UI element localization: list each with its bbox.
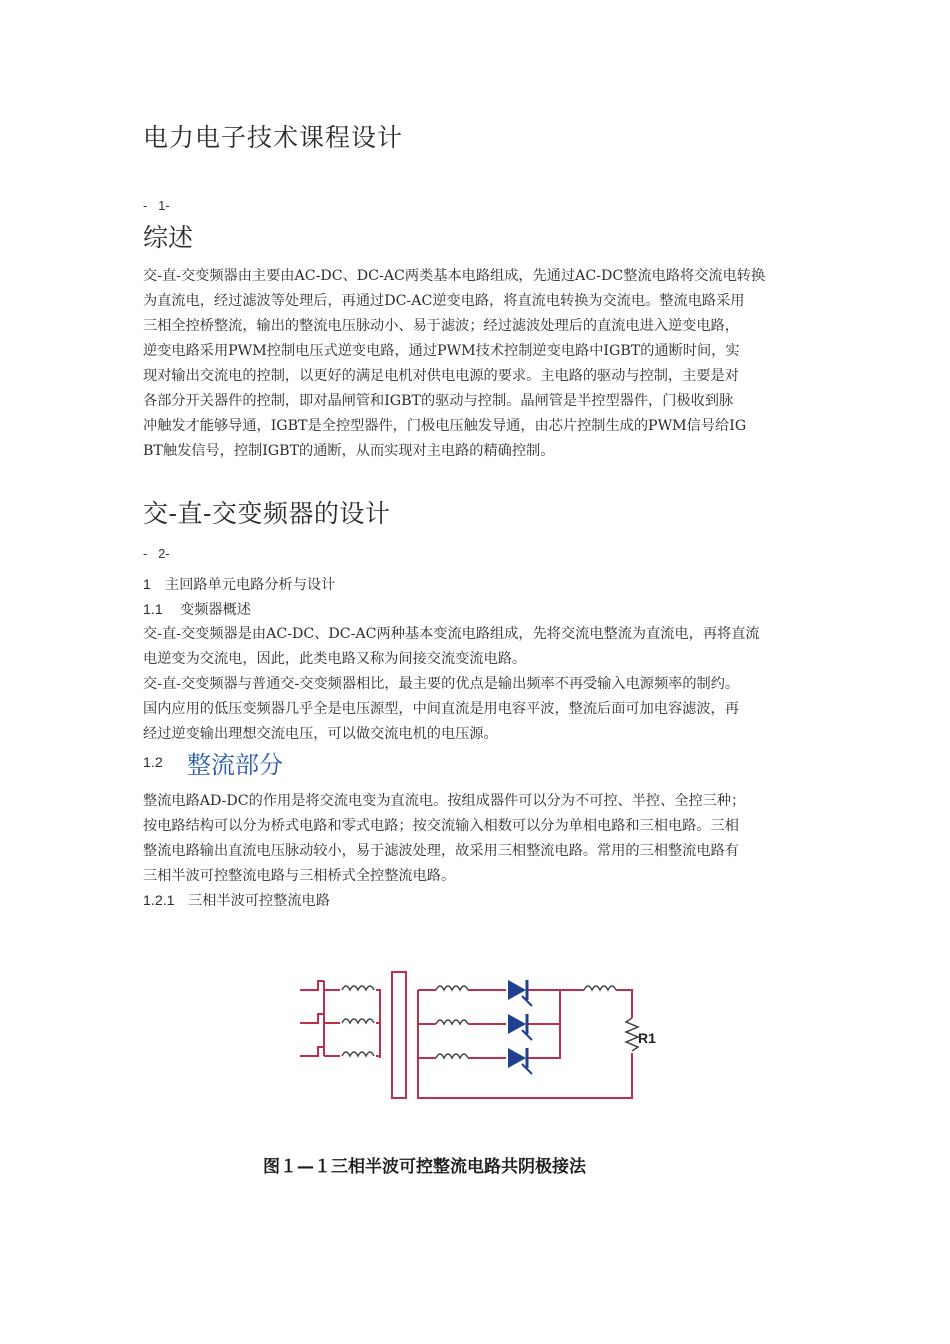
summary-line: 冲触发才能够导通，IGBT是全控型器件，门极电压触发导通，由芯片控制生成的PWM信号给IG: [143, 418, 747, 434]
summary-paragraph: [143, 264, 819, 464]
summary-line: 为直流电，经过滤波等处理后，再通过DC-AC逆变电路，将直流电转换为交流电。整流电路采用: [143, 293, 745, 309]
rectifier-line: 按电路结构可以分为桥式电路和零式电路；按交流输入相数可以分为单相电路和三相电路。三相: [143, 818, 739, 834]
section-1-2-1-heading: [143, 890, 330, 910]
resistor-label: R1: [638, 1030, 656, 1046]
circuit-wires: [418, 990, 632, 1098]
figure-caption: 图１—１三相半波可控整流电路共阴极接法: [263, 1157, 586, 1177]
three-phase-half-wave-rectifier-diagram: [296, 968, 666, 1104]
rectifier-paragraph: [143, 789, 819, 889]
section-1-2-number: [143, 755, 163, 771]
rectifier-line: 三相半波可控整流电路与三相桥式全控整流电路。: [143, 868, 456, 884]
page-number-1: - 1-: [143, 198, 170, 213]
thyristor-2: [508, 1014, 532, 1040]
summary-line: 各部分开关器件的控制，即对晶闸管和IGBT的驱动与控制。晶闸管是半控型器件，门极收到脉: [143, 393, 734, 409]
summary-line: BT触发信号，控制IGBT的通断，从而实现对主电路的精确控制。: [143, 443, 555, 459]
rectifier-line: 整流电路AD-DC的作用是将交流电变为直流电。按组成器件可以分为不可控、半控、全控三种；: [143, 793, 746, 809]
summary-line: 现对输出交流电的控制，以更好的满足电机对供电电源的要求。主电路的驱动与控制，主要是对: [143, 368, 739, 384]
source-wires: [300, 972, 406, 1098]
section-number: 1.2.1: [143, 893, 175, 909]
summary-line: 交-直-交变频器由主要由AC-DC、DC-AC两类基本电路组成，先通过AC-DC整流电路将交流电转换: [143, 268, 766, 284]
section-title: 三相半波可控整流电路: [188, 893, 330, 909]
rectifier-heading: 整流部分: [187, 751, 283, 779]
section-title: 主回路单元电路分析与设计: [165, 577, 336, 593]
resistor-r1: [626, 1018, 638, 1051]
section-1-1-heading: [143, 599, 251, 619]
overview-line: 交-直-交变频器与普通交-交变频器相比，最主要的优点是输出频率不再受输入电源频率的制约。: [143, 676, 740, 692]
rectifier-line: 整流电路输出直流电压脉动较小，易于滤波处理，故采用三相整流电路。常用的三相整流电路有: [143, 843, 739, 859]
transformer-coils: [342, 986, 374, 1056]
overview-line: 国内应用的低压变频器几乎全是电压源型，中间直流是用电容平波，整流后面可加电容滤波，再: [143, 701, 739, 717]
document-title: 电力电子技术课程设计: [143, 123, 404, 152]
summary-heading: 综述: [143, 223, 194, 252]
section-number: 1: [143, 577, 151, 593]
thyristor-3: [508, 1048, 532, 1074]
section-number: 1.2: [143, 755, 163, 771]
overview-line: 电逆变为交流电，因此，此类电路又称为间接交流变流电路。: [143, 651, 527, 667]
section-number: 1.1: [143, 602, 163, 618]
overview-line: 交-直-交变频器是由AC-DC、DC-AC两种基本变流电路组成，先将交流电整流为直流电，再将直流: [143, 626, 760, 642]
summary-line: 三相全控桥整流，输出的整流电压脉动小、易于滤波；经过滤波处理后的直流电进入逆变电路，: [143, 318, 739, 334]
design-heading: 交-直-交变频器的设计: [143, 499, 391, 528]
thyristor-1: [508, 980, 532, 1006]
section-1-heading: [143, 574, 335, 594]
page-number-2: - 2-: [143, 546, 170, 561]
overview-line: 经过逆变输出理想交流电压，可以做交流电机的电压源。: [143, 726, 498, 742]
section-title: 变频器概述: [180, 602, 251, 618]
overview-paragraph: [143, 622, 819, 747]
summary-line: 逆变电路采用PWM控制电压式逆变电路，通过PWM技术控制逆变电路中IGBT的通断时间，实: [143, 343, 740, 359]
